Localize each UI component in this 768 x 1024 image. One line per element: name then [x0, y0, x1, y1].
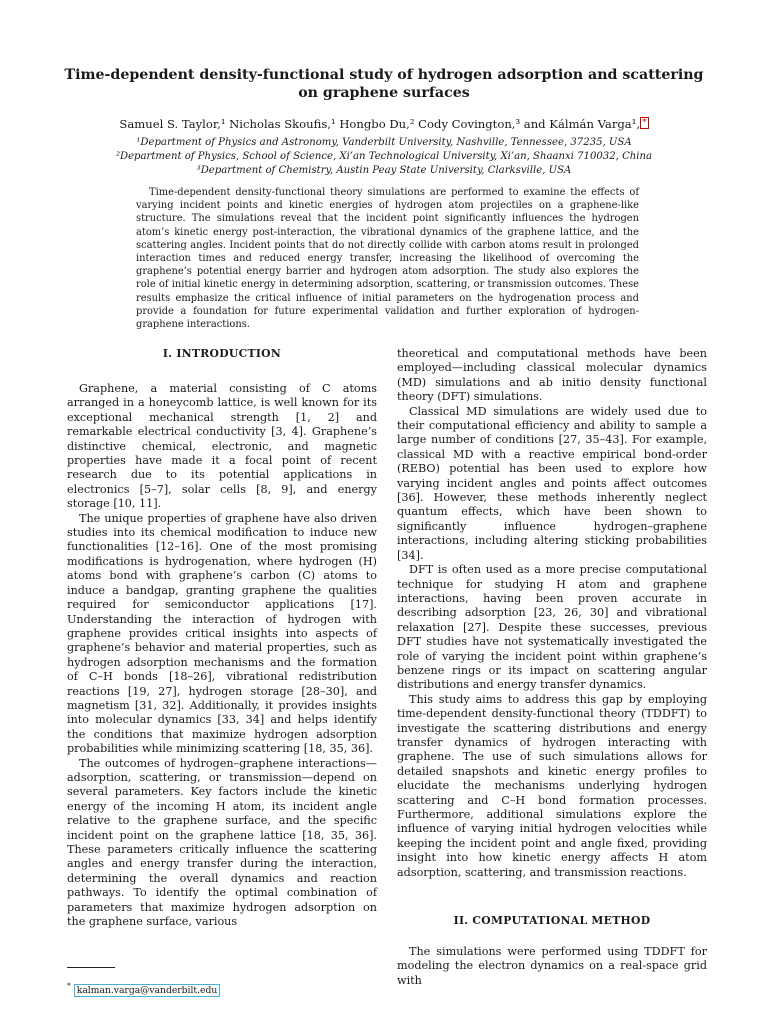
author-names: Samuel S. Taylor,¹ Nicholas Skoufis,¹ Hongbo Du,² Cody Covington,³ and Kálmán Varga¹, [119, 117, 641, 131]
affiliation-1: ¹Department of Physics and Astronomy, Vanderbilt University, Nashville, Tennessee, 37235, USA [136, 137, 632, 148]
affiliation-3: ³Department of Chemistry, Austin Peay State University, Clarksville, USA [196, 165, 572, 176]
footnote-marker: * [67, 981, 71, 991]
footnote-email-link[interactable]: kalman.varga@vanderbilt.edu [74, 984, 221, 997]
body-paragraph: The unique properties of graphene have also driven studies into its chemical modification to induce new functionalities [12–16]. One of the most promising modifications is hydrogenation, where hydrogen (H) atoms bond with graphene’s carbon (C) atoms to induce a bandgap, granting graphene the qualities required for semiconductor applications [17]. Understanding the interaction of hydrogen with graphene provides critical insights into aspects of graphene’s behavior and material properties, such as hydrogen adsorption mechanisms and the formation of C–H bonds [18–26], vibrational redistribution reactions [19, 27], hydrogen storage [28–30], and magnetism [31, 32]. Additionally, it provides insights into molecular dynamics [33, 34] and helps identify the conditions that maximize hydrogen adsorption probabilities while minimizing scattering [18, 35, 36]. [67, 511, 377, 756]
body-paragraph: Graphene, a material consisting of C atoms arranged in a honeycomb lattice, is well known for its exceptional mechanical strength [1, 2] and remarkable electrical conductivity [3, 4]. Graphene’s distinctive chemical, electronic, and magnetic properties have made it a focal point of recent research due to its potential applications in electronics [5–7], solar cells [8, 9], and energy storage [10, 11]. [67, 382, 377, 511]
body-paragraph: This study aims to address this gap by employing time-dependent density-functional theory (TDDFT) to investigate the scattering distributions and energy transfer dynamics of hydrogen interacting with graphene. The use of such simulations allows for detailed snapshots and kinetic energy profiles to elucidate the mechanisms underlying hydrogen scattering and C–H bond formation processes. Furthermore, additional simulations explore the influence of varying initial hydrogen velocities while keeping the incident point and angle fixed, providing insight into how kinetic energy affects H atom adsorption, scattering, and transmission reactions. [397, 692, 707, 879]
body-paragraph: theoretical and computational methods have been employed—including classical molecular dynamics (MD) simulations and ab initio density functional theory (DFT) simulations. [397, 347, 707, 404]
left-column [67, 347, 377, 997]
affiliation-2: ²Department of Physics, School of Science, Xi’an Technological University, Xi’an, Shaanxi 710032, China [115, 151, 653, 162]
paper-title: Time-dependent density-functional study of hydrogen adsorption and scattering on graphene surfaces [64, 67, 704, 101]
footnote-rule [67, 967, 115, 968]
author-list [40, 116, 728, 132]
abstract: Time-dependent density-functional theory simulations are performed to examine the effects of varying incident points and kinetic energies of hydrogen atom projectiles on a graphene-like structure. The simulations reveal that the incident point significantly influences the hydrogen atom’s kinetic energy post-interaction, the vibrational dynamics of the graphene lattice, and the scattering angles. Incident points that do not directly collide with carbon atoms result in prolonged interaction times and reduced energy transfer, increasing the likelihood of overcoming the graphene’s potential energy barrier and hydrogen atom adsorption. The study also explores the role of initial kinetic energy in determining adsorption, scattering, or transmission outcomes. These results emphasize the critical influence of initial parameters on the hydrogenation process and provide a foundation for future experimental validation and further exploration of hydrogen-graphene interactions. [136, 187, 639, 331]
body-paragraph: Classical MD simulations are widely used due to their computational efficiency and ability to sample a large number of conditions [27, 35–43]. For example, classical MD with a reactive empirical bond-order (REBO) potential has been used to explore how varying incident angles and points affect outcomes [36]. However, these methods inherently neglect quantum effects, which have been shown to significantly influence hydrogen–graphene interactions, including altering sticking probabilities [34]. [397, 404, 707, 562]
body-paragraph: The outcomes of hydrogen–graphene interactions—adsorption, scattering, or transmission—depend on several parameters. Key factors include the kinetic energy of the incoming H atom, its incident angle relative to the graphene surface, and the specific incident point on the graphene lattice [18, 35, 36]. These parameters critically influence the scattering angles and energy transfer during the interaction, determining the overall dynamics and reaction pathways. To identify the optimal combination of parameters that maximize hydrogen adsorption on the graphene surface, various [67, 756, 377, 929]
section-heading-introduction: I. INTRODUCTION [162, 347, 282, 360]
body-paragraph: DFT is often used as a more precise computational technique for studying H atom and graphene interactions, having been proven accurate in describing adsorption [23, 26, 30] and vibrational relaxation [27]. Despite these successes, previous DFT studies have not systematically investigated the role of varying the incident point within graphene’s benzene rings or its impact on scattering angular distributions and energy transfer dynamics. [397, 563, 707, 692]
right-column [397, 347, 707, 988]
body-paragraph: The simulations were performed using TDDFT for modeling the electron dynamics on a real-space grid with [397, 945, 707, 987]
footnote [67, 980, 377, 996]
corresponding-author-link[interactable]: * [642, 118, 647, 128]
section-heading-computational-method: II. COMPUTATIONAL METHOD [453, 914, 651, 928]
